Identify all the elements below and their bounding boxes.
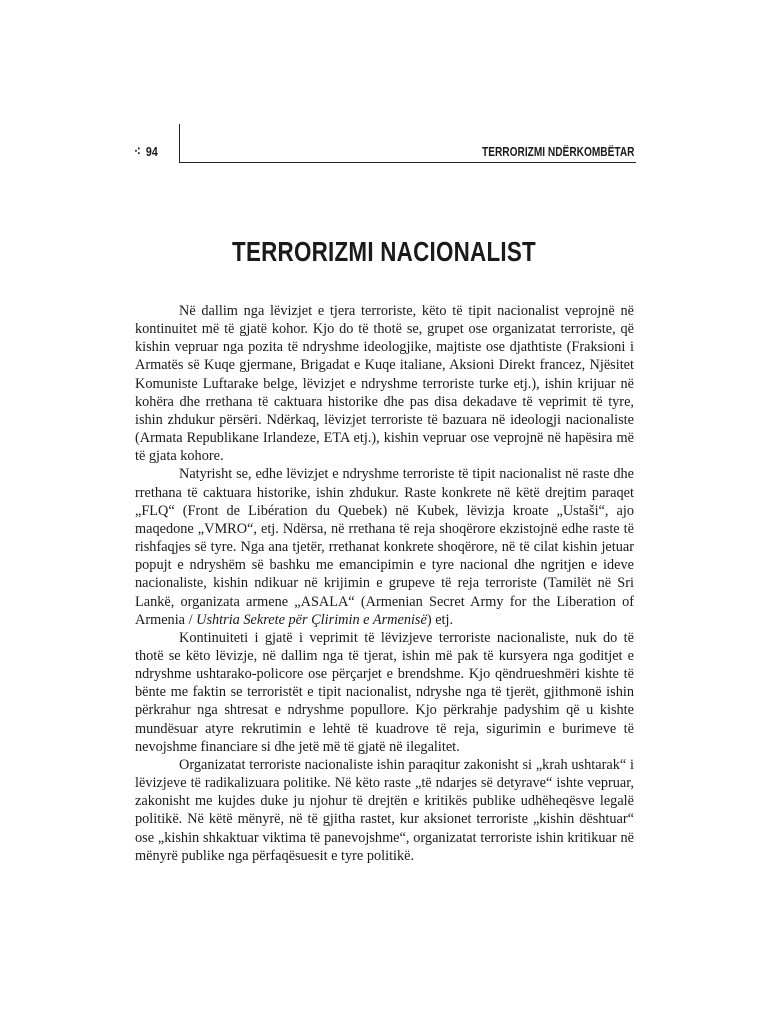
paragraph-4: Organizatat terroriste nacionaliste ishin paraqitur zakonisht si „krah ushtarak“ i lëvizjeve të radikalizuara politike. Në këto raste „të ndarjes së detyrave“ ishte vepruar, zakonisht me kujdes duke ju njohur të drejtën e kritikës publike udhëheqësve legalë politikë. Në këtë mënyrë, në të gjitha rastet, kur aksionet terroriste „kishin dështuar“ ose „kishin shkaktuar viktima të panevojshme“, organizatat terroriste ishin kritikuar në mënyrë publike nga përfaqësuesit e tyre politikë. [135,756,634,864]
page-number [134,143,158,160]
chapter-title: TERRORIZMI NACIONALIST [232,236,536,267]
header-rule [179,162,636,163]
paragraph-2-tail: ) etj. [426,611,454,628]
header-divider-vertical [179,124,180,162]
paragraph-1: Në dallim nga lëvizjet e tjera terroriste, këto të tipit nacionalist veprojnë në kontinuitet më të gjatë kohor. Kjo do të thotë se, grupet ose organizatat terroriste, që kishin vepruar nga pozita të ndryshme ideologjike, majtiste ose djathtiste (Fraksioni i Armatës së Kuqe gjermane, Brigadat e Kuqe italiane, Aksioni Direkt francez, Njësitet Komuniste Luftarake belge, lëvizjet e ndryshme terroriste turke etj.), ishin krijuar në kohëra dhe rrethana të caktuara historike dhe pas disa dekadave të veprimit të tyre, ishin zhdukur përsëri. Ndërkaq, lëvizjet terroriste të bazuara në ideologji nacionaliste (Armata Republikane Irlandeze, ETA etj.), kishin vepruar ose veprojnë në hapësira më të gjata kohore. [135,303,634,465]
paragraph-2-italic: Ushtria Sekrete për Çlirimin e Armenisë [196,611,427,628]
body-text [135,302,634,865]
paragraph-2-text: Natyrisht se, edhe lëvizjet e ndryshme terroriste të tipit nacionalist në raste dhe rrethana të caktuara historike, ishin zhdukur. Raste konkrete në këtë drejtim paraqet „FLQ“ (Front de Libération du Quebek) në Kubek, lëvizja kroate „Ustaši“, ajo maqedone „VMRO“, etj. Ndërsa, në rrethana të reja shoqërore ekzistojnë edhe raste të rishfaqjes së tyre. Nga ana tjetër, rrethanat konkrete shoqërore, në të cilat kishin jetuar popujt e ndryshëm së bashku me emancipimin e tyre nacional dhe ngritjen e ideve nacionaliste, kishin ndikuar në krijimin e grupeve të reja terroriste (Tamilët në Sri Lankë, organizata armene „ASALA“ (Armenian Secret Army for the Liberation of Armenia / [135,466,634,628]
page-marker-icon: ⁖ [134,143,141,159]
page-header [0,0,768,170]
paragraph-2 [135,465,634,628]
paragraph-3: Kontinuiteti i gjatë i veprimit të lëvizjeve terroriste nacionaliste, nuk do të thotë se këto lëvizje, në dallim nga të tjerat, ishin më pak të kursyera nga goditjet e ndryshme ushtarako-policore ose përçarjet e brendshme. Kjo qëndrueshmëri kishte të bënte me faktin se terroristët e tipit nacionalist, ndryshe nga të tjerët, gjithmonë ishin përkrahur nga shtresat e ndryshme popullore. Kjo përkrahje padyshim që u kishte mundësuar atyre rekrutimin e lehtë të kuadrove të reja, sigurimin e burimeve të nevojshme financiare si dhe jetë më të gjatë në ilegalitet. [135,629,634,755]
running-title: TERRORIZMI NDËRKOMBËTAR [481,144,634,159]
page-number-value: 94 [145,144,159,159]
